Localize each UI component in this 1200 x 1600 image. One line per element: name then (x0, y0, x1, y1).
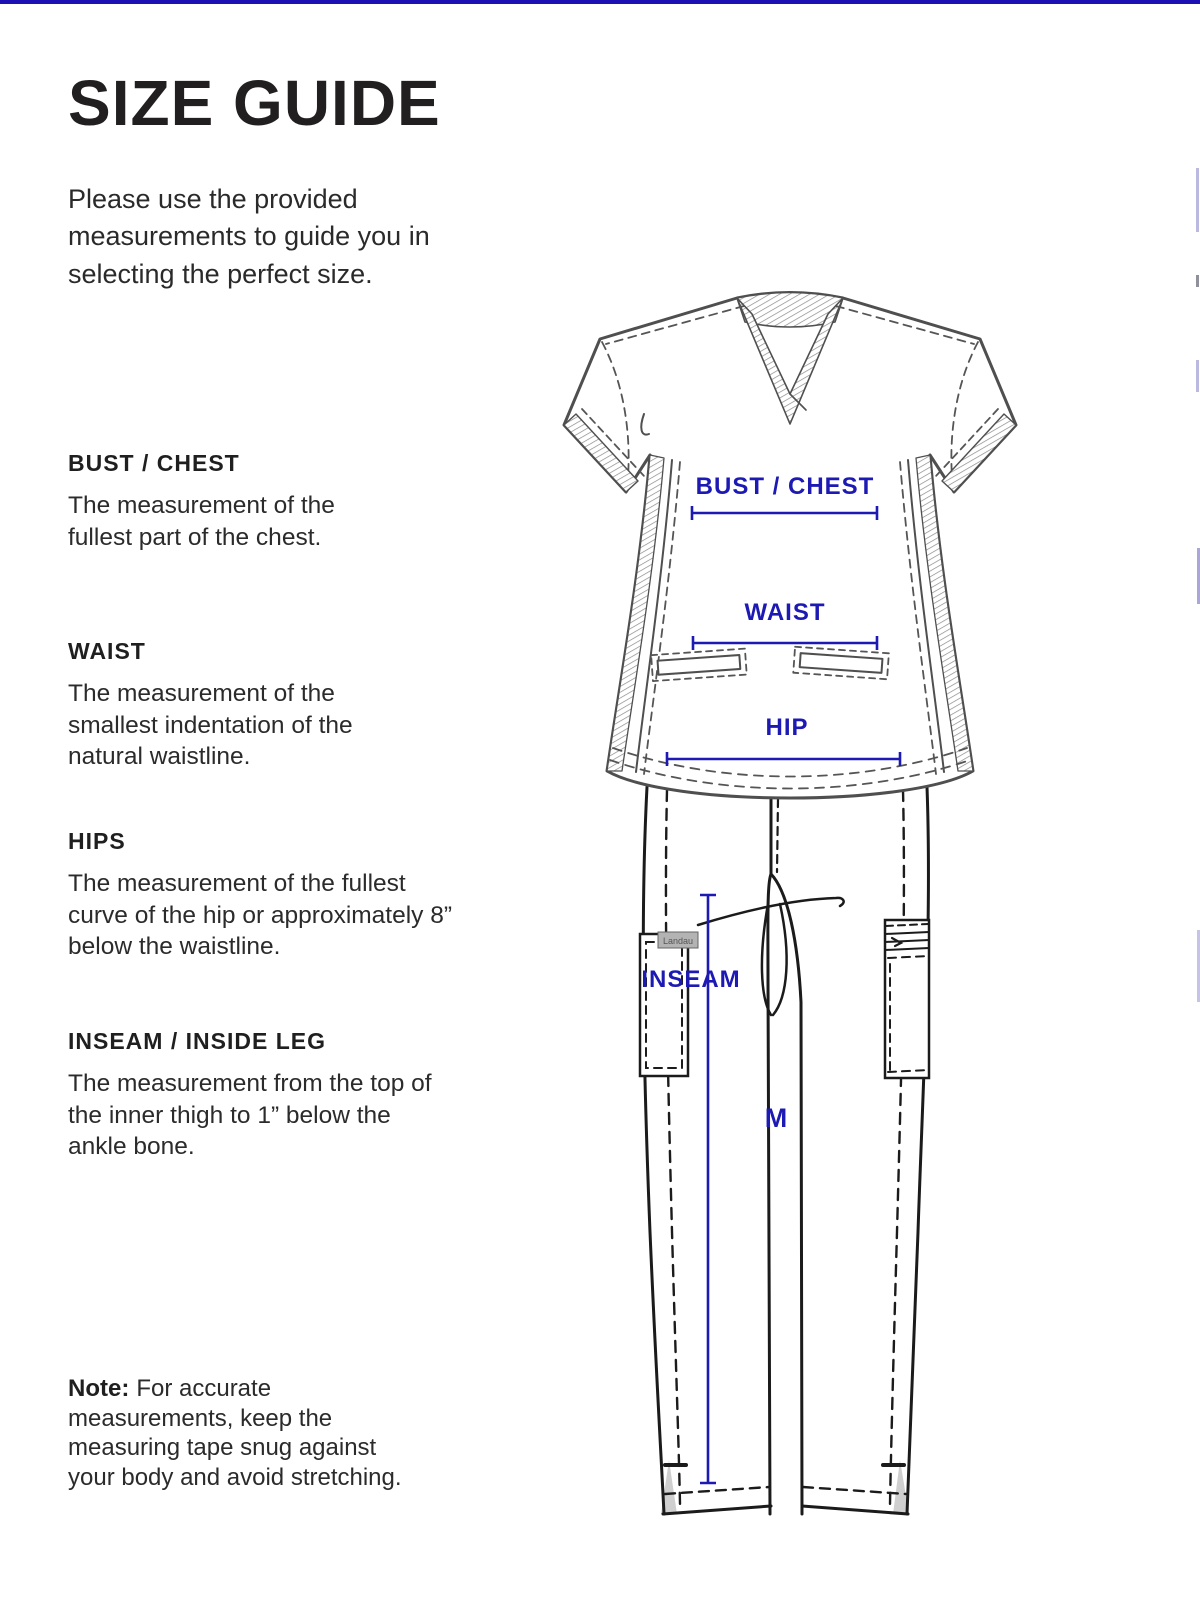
section-inseam (68, 1028, 448, 1163)
right-leg-dashed-seam (890, 790, 904, 1504)
bust-chest-description: The measurement of the fullest part of the chest. (68, 492, 335, 551)
scrubs-measurement-diagram (540, 282, 1160, 1542)
intro-text: Please use the provided measurements to guide you in selecting the perfect size. (68, 184, 430, 289)
drawstring (698, 898, 844, 925)
right-leg-hem (802, 1506, 908, 1514)
fly-stitching (777, 799, 778, 872)
brand-tag-label: Landau (662, 936, 694, 946)
hips-heading: HIPS (68, 828, 126, 854)
note-label: Note: (68, 1375, 130, 1402)
left-leg-dashed-seam (666, 790, 680, 1504)
left-leg-outer-seam (643, 787, 664, 1514)
scrub-pants-illustration (640, 787, 929, 1514)
right-leg-outer-seam (907, 787, 928, 1514)
hip-measure-label: HIP (765, 714, 809, 741)
waist-heading: WAIST (68, 638, 146, 664)
top-accent-border (0, 0, 1200, 4)
inseam-measure-label: INSEAM (641, 966, 741, 993)
right-cargo-pocket (885, 920, 929, 1078)
section-waist (68, 638, 398, 773)
size-letter-label: M (764, 1103, 788, 1133)
waist-description: The measurement of the smallest indentation of the natural waistline. (68, 680, 353, 771)
left-cargo-pocket (640, 932, 698, 1076)
right-edge-artifact (1196, 275, 1199, 287)
right-edge-artifact (1196, 360, 1199, 392)
left-leg-inseam (768, 874, 771, 1514)
drawstring-tie-right (773, 904, 787, 1015)
note-body: For accurate measurements, keep the measuring tape snug against your body and avoid stretching. (68, 1375, 402, 1491)
section-bust-chest (68, 450, 378, 553)
left-leg-hem (663, 1506, 771, 1514)
right-edge-artifact (1196, 168, 1199, 232)
bust-measure (692, 473, 877, 520)
inseam-description: The measurement from the top of the inner thigh to 1” below the ankle bone. (68, 1070, 432, 1161)
note-text (68, 1374, 420, 1492)
hips-description: The measurement of the fullest curve of the hip or approximately 8” below the waistline. (68, 870, 453, 961)
inseam-heading: INSEAM / INSIDE LEG (68, 1028, 326, 1054)
page-title: SIZE GUIDE (68, 67, 441, 139)
section-hips (68, 828, 468, 963)
bust-chest-heading: BUST / CHEST (68, 450, 240, 476)
bust-measure-label: BUST / CHEST (695, 473, 875, 500)
inseam-measure (641, 895, 740, 1483)
waist-measure-label: WAIST (744, 599, 826, 626)
